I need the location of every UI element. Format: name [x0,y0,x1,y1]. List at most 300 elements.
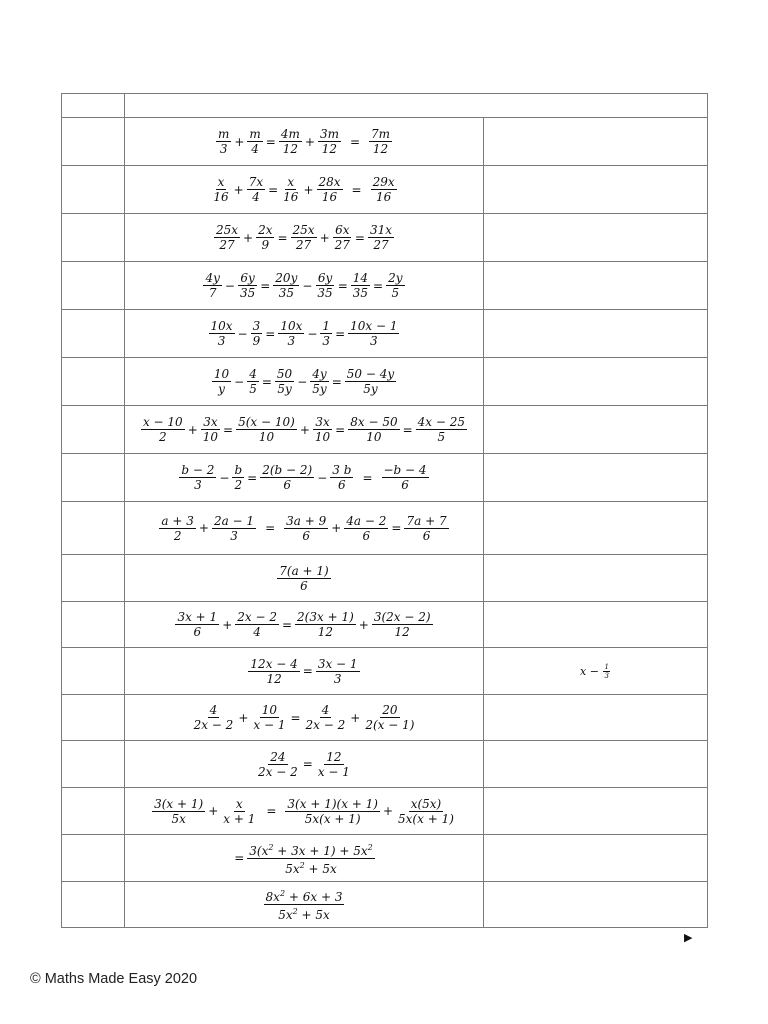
fraction-denominator: 2x − 2 [258,764,298,779]
operator: + [187,422,198,437]
fraction [216,127,231,156]
fraction [368,223,394,252]
fraction-numerator: 4y [205,271,220,285]
question-row [62,214,708,262]
fraction [159,514,195,543]
fraction-numerator: 7(a + 1) [279,563,329,578]
fraction-numerator: 4m [280,127,300,141]
fraction-denominator: 10 [202,430,219,444]
fraction [330,463,353,492]
fraction-denominator: 3 [322,334,331,348]
operator: + [238,710,249,725]
fraction [315,271,334,300]
question-number-cell [62,166,125,214]
fraction-denominator: $5x^2 + 5x$ [285,860,337,876]
fraction [310,367,328,396]
answer-cell [484,555,708,602]
operator: = [268,182,279,197]
question-number-cell [62,882,125,928]
fraction-denominator: 27 [295,238,312,252]
fraction-numerator: $8x^2 + 6x + 3$ [265,889,343,904]
fraction-numerator: 4 [209,703,218,717]
question-number-cell [62,118,125,166]
fraction-numerator: 3(x + 1)(x + 1) [287,796,378,811]
fraction-denominator: 16 [213,190,229,204]
answer-cell [484,602,708,648]
fraction [318,127,341,156]
fraction [179,463,216,492]
fraction-numerator: 4a − 2 [346,513,387,528]
fraction-numerator: 7m [371,127,391,141]
fraction-denominator: 3 [230,528,238,543]
question-row [62,788,708,835]
fraction [396,797,456,826]
operator: − [219,470,230,485]
fraction-denominator: 6 [193,625,202,639]
fraction-numerator: m [249,127,261,141]
fraction [285,797,380,826]
fraction-numerator: 50 [276,367,293,381]
operator: + [198,521,209,535]
operator: + [382,804,394,818]
fraction-numerator: −b − 4 [383,463,427,477]
fraction-denominator: 12 [317,625,334,639]
fraction-denominator: 27 [334,238,350,252]
fraction-numerator: 2(3x + 1) [297,610,354,624]
fraction-numerator: 2x [258,223,273,237]
operator: + [350,710,361,725]
working-cell [125,454,484,502]
working-cell [125,835,484,882]
fraction [313,415,332,444]
operator: = [351,182,362,197]
fraction-denominator: 2(x − 1) [365,718,415,732]
fraction [304,703,348,732]
fraction [264,887,345,922]
operator: = [260,278,271,293]
copyright-footer: © Maths Made Easy 2020 [30,971,198,987]
fraction-denominator: 6 [302,528,310,543]
question-row [62,454,708,502]
answer-cell [484,310,708,358]
fraction-numerator: 1 [604,662,609,671]
fraction-numerator: 2x − 2 [237,610,277,624]
operator: − [317,470,328,485]
fraction-denominator: 12 [372,142,389,156]
fraction-numerator: 3x + 1 [177,610,218,624]
question-row [62,262,708,310]
question-row [62,741,708,788]
fraction [416,415,467,444]
fraction-denominator: 4 [252,190,260,204]
fraction-numerator: 7x [248,175,264,189]
operator: = [265,134,276,149]
question-number-cell [62,454,125,502]
answer-cell [484,882,708,928]
working-cell [125,602,484,648]
working-cell [125,310,484,358]
fraction [248,657,299,686]
fraction-numerator: 7a + 7 [406,513,447,528]
fraction-denominator: 5y [277,382,292,396]
fraction-denominator: $5x^2 + 5x$ [278,907,330,922]
fraction-denominator: 3 [369,334,378,348]
fraction [333,223,352,252]
fraction-denominator: 6 [401,478,409,492]
answer-cell [484,695,708,741]
working-cell [125,262,484,310]
fraction [236,415,297,444]
operator: + [358,617,369,632]
question-number-cell [62,602,125,648]
operator: = [335,326,346,341]
operator: − [302,278,313,293]
fraction-denominator: 5x [171,811,186,826]
question-number-cell [62,262,125,310]
fraction-numerator: 2(b − 2) [262,463,313,477]
fraction-numerator: 20y [275,271,298,285]
operator: = [234,851,245,865]
fraction [251,319,263,348]
fraction-denominator: 2 [159,430,167,444]
working-cell [125,741,484,788]
answer-cell [484,166,708,214]
fraction [382,463,429,492]
fraction-denominator: 3 [287,334,296,348]
answer-cell [484,502,708,555]
fraction-numerator: 6y [317,271,333,285]
next-page-arrow-icon[interactable]: ▶ [684,931,693,944]
question-number-cell [62,214,125,262]
fraction-denominator: 9 [252,334,261,348]
fraction [247,841,374,876]
operator: + [234,134,245,149]
fraction-denominator: 3 [219,142,228,156]
question-row [62,502,708,555]
working-cell [125,358,484,406]
question-number-cell [62,741,125,788]
fraction [275,367,294,396]
fraction [211,175,230,204]
working-cell [125,502,484,555]
fraction-numerator: 29x [372,175,395,189]
question-number-cell [62,358,125,406]
operator: + [243,230,254,245]
fraction-denominator: 35 [239,286,256,300]
fraction-numerator: x(5x) [410,796,442,811]
answer-cell [484,214,708,262]
fraction-numerator: x [287,175,295,189]
fraction-numerator: 28x [318,175,341,189]
question-number-cell [62,835,125,882]
question-number-cell [62,310,125,358]
fraction-numerator: 4y [312,367,327,381]
fraction-numerator: 14 [352,271,369,285]
fraction-denominator: 7 [208,286,217,300]
question-number-cell [62,788,125,835]
question-row [62,602,708,648]
operator: = [362,470,373,485]
fraction-denominator: 35 [278,286,294,300]
answer-cell [484,262,708,310]
operator: + [222,617,233,632]
fraction-denominator: x − 1 [253,718,286,732]
fraction [192,703,236,732]
fraction-numerator: 3(2x − 2) [373,610,431,624]
fraction [278,319,304,348]
fraction [277,564,330,593]
question-row [62,406,708,454]
working-cell [125,118,484,166]
fraction-numerator: 10 [261,703,278,717]
fraction [371,175,397,204]
fraction-numerator: b [234,463,243,477]
operator: = [335,422,346,437]
fraction-numerator: 10x − 1 [350,319,398,333]
fraction-denominator: 27 [219,238,235,252]
fraction-numerator: x − 10 [142,415,183,429]
fraction [369,127,392,156]
operator: = [349,134,361,149]
fraction-denominator: 5x(x + 1) [304,811,361,826]
fraction-numerator: $3(x^2 + 3x + 1) + 5x^2$ [249,842,373,858]
fraction-numerator: 10x [210,319,233,333]
operator: = [277,230,288,245]
fraction [209,319,235,348]
fraction-numerator: 3x [203,415,218,429]
answer-cell [484,788,708,835]
fraction [279,127,302,156]
fraction-numerator: 5(x − 10) [238,415,295,429]
fraction-denominator: 5y [363,382,378,396]
fraction-denominator: 6 [362,528,371,543]
fraction-numerator: 24 [270,749,286,764]
fraction-numerator: 3(x + 1) [154,796,204,811]
operator: = [223,422,234,437]
fraction [603,663,609,680]
operator: = [265,521,276,535]
fraction [372,610,433,639]
fraction-denominator: x + 1 [223,811,256,826]
fraction-denominator: 5 [249,382,257,396]
fraction-numerator: 3 [252,319,261,333]
working-cell [125,214,484,262]
operator: + [208,804,219,818]
fraction [291,223,317,252]
operator: − [307,326,318,341]
working-cell [125,695,484,741]
fraction [344,514,388,543]
fraction-denominator: 5 [437,430,446,444]
question-row [62,358,708,406]
fraction [348,319,399,348]
working-cell [125,882,484,928]
operator: = [302,757,313,771]
fraction-numerator: 2a − 1 [213,513,255,528]
fraction [232,463,244,492]
fraction-denominator: 6 [422,528,431,543]
fraction-numerator: 3x − 1 [317,656,358,671]
fraction [256,750,300,779]
operator: = [265,326,276,341]
fraction-denominator: 5x(x + 1) [398,811,454,826]
operator: + [299,422,310,437]
fraction-denominator: 6 [300,578,308,593]
answer-cell [484,741,708,788]
operator: + [233,182,244,197]
fraction-denominator: 9 [261,238,270,252]
fraction-denominator: x − 1 [317,764,350,779]
fraction [141,415,185,444]
fraction [363,703,416,732]
fraction-denominator: 4 [251,142,259,156]
fraction [295,610,356,639]
fraction-denominator: 2 [234,478,243,492]
fraction [235,610,279,639]
operator: = [247,470,258,485]
operator: = [266,804,277,818]
fraction [386,271,404,300]
fraction [317,175,343,204]
fraction-numerator: m [217,127,230,141]
operator: = [331,374,342,389]
operator: = [391,521,402,535]
fraction [212,367,231,396]
answer-cell [484,118,708,166]
fraction-numerator: x [235,796,243,811]
fraction-numerator: x [217,175,225,189]
fraction-denominator: 3 [194,478,202,492]
question-row [62,310,708,358]
operator: = [337,278,348,293]
fraction-numerator: 12x − 4 [250,656,298,671]
question-row [62,555,708,602]
fraction-numerator: 4x − 25 [417,415,466,429]
answer-cell [484,835,708,882]
operator: + [319,230,330,245]
working-cell [125,166,484,214]
fraction-numerator: 10x [280,319,303,333]
question-row [62,166,708,214]
fraction [404,514,448,543]
question-number-cell [62,555,125,602]
fraction [320,319,332,348]
fraction [281,175,300,204]
answer-cell [484,358,708,406]
fraction [238,271,257,300]
question-row [62,882,708,928]
answer-cell [484,648,708,695]
fraction-denominator: 12 [394,625,410,639]
answer-cell [484,406,708,454]
fraction-denominator: 2x − 2 [305,718,346,732]
fraction [256,223,274,252]
working-cell [125,555,484,602]
operator: = [281,617,293,632]
fraction [221,797,257,826]
header-cell-content [125,94,708,118]
operator: = [373,278,384,293]
fraction-denominator: 3 [333,671,342,686]
fraction-denominator: 12 [266,671,282,686]
fraction-denominator: 16 [321,190,338,204]
answer-cell [484,454,708,502]
fraction-numerator: 10 [213,367,230,381]
fraction-numerator: 4 [249,367,257,381]
fraction-numerator: b − 2 [181,463,215,477]
fraction-numerator: 12 [326,749,342,764]
fraction-denominator: 2x − 2 [193,718,234,732]
question-number-cell [62,648,125,695]
question-number-cell [62,406,125,454]
operator: − [224,278,235,293]
fraction-denominator: 12 [282,142,298,156]
question-row [62,118,708,166]
fraction-numerator: 1 [322,319,331,333]
fraction-denominator: 35 [352,286,369,300]
fraction [251,703,287,732]
fraction-numerator: a + 3 [161,513,194,528]
fraction-numerator: 50 − 4y [346,367,395,381]
fraction-denominator: 10 [258,430,275,444]
operator: = [261,374,272,389]
fraction-denominator: y [218,382,225,396]
fraction-denominator: 4 [253,625,261,639]
fraction-denominator: 6 [283,478,292,492]
fraction-denominator: 16 [283,190,299,204]
fraction [284,514,328,543]
question-row [62,835,708,882]
operator: = [402,422,413,437]
fraction [260,463,314,492]
fraction-numerator: 25x [215,223,238,237]
fraction [214,223,240,252]
answer-text: x − [580,664,603,678]
fraction [348,415,399,444]
fraction-denominator: 27 [373,238,389,252]
header-cell-number [62,94,125,118]
working-cell [125,788,484,835]
operator: − [237,326,248,341]
operator: = [302,664,313,678]
operator: − [297,374,308,389]
fraction-numerator: 6y [240,271,255,285]
question-number-cell [62,695,125,741]
question-number-cell [62,502,125,555]
operator: + [304,134,315,149]
fraction-numerator: 3 b [332,463,352,477]
fraction-denominator: 10 [314,430,331,444]
header-row [62,94,708,118]
fraction [201,415,220,444]
fraction [203,271,221,300]
fraction-denominator: 2 [173,528,182,543]
fraction-denominator: 3 [604,671,609,680]
fraction-denominator: 10 [366,430,382,444]
fraction [345,367,396,396]
fraction [273,271,299,300]
fraction-denominator: 35 [317,286,333,300]
fraction-numerator: 6x [335,223,350,237]
fraction-numerator: 25x [292,223,315,237]
fraction [351,271,370,300]
fraction-denominator: 5y [312,382,327,396]
fraction-denominator: 3 [217,334,226,348]
fraction [247,127,262,156]
working-cell [125,406,484,454]
operator: + [303,182,314,197]
fraction-denominator: 5 [391,286,400,300]
